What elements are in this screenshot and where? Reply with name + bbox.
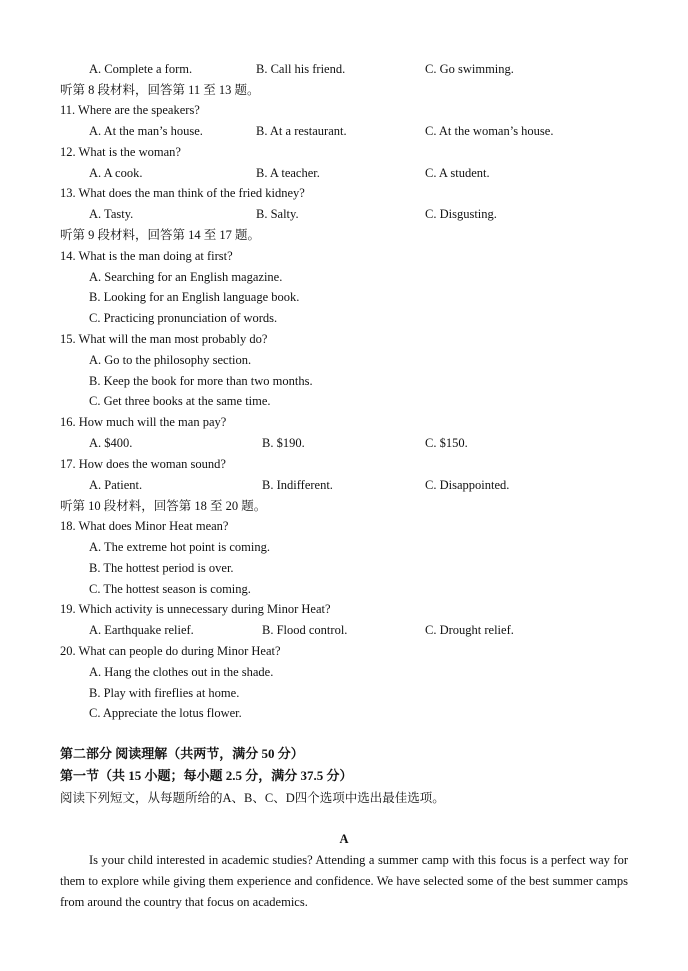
q18-option-b: B. The hottest period is over. bbox=[89, 561, 234, 575]
q15-option-b: B. Keep the book for more than two months. bbox=[89, 374, 313, 388]
q20-option-c: C. Appreciate the lotus flower. bbox=[89, 706, 242, 720]
question-16: 16. How much will the man pay? bbox=[60, 415, 227, 429]
q12-option-a: A. A cook. bbox=[89, 166, 143, 180]
passage-paragraph: Is your child interested in academic studies? Attending a summer camp with this focus is a perfect way for them to explore while giving them experience and confidence. We have selected some of the best summer camps from around the country that focus on academics. bbox=[60, 853, 628, 909]
q20-option-b: B. Play with fireflies at home. bbox=[89, 686, 240, 700]
q16-option-a: A. $400. bbox=[89, 436, 133, 450]
question-17: 17. How does the woman sound? bbox=[60, 457, 226, 471]
question-20: 20. What can people do during Minor Heat? bbox=[60, 644, 281, 658]
question-15: 15. What will the man most probably do? bbox=[60, 332, 268, 346]
q11-option-c: C. At the woman’s house. bbox=[425, 124, 554, 138]
q10-option-b: B. Call his friend. bbox=[256, 62, 346, 76]
question-11: 11. Where are the speakers? bbox=[60, 103, 200, 117]
q18-option-a: A. The extreme hot point is coming. bbox=[89, 540, 270, 554]
section-10-instruction: 听第 10 段材料，回答第 18 至 20 题。 bbox=[60, 499, 267, 513]
question-14: 14. What is the man doing at first? bbox=[60, 249, 233, 263]
reading-instruction: 阅读下列短文，从每题所给的A、B、C、D四个选项中选出最佳选项。 bbox=[60, 791, 445, 805]
q15-option-a: A. Go to the philosophy section. bbox=[89, 353, 252, 367]
q12-option-c: C. A student. bbox=[425, 166, 490, 180]
q18-option-c: C. The hottest season is coming. bbox=[89, 582, 251, 596]
q13-option-c: C. Disgusting. bbox=[425, 207, 497, 221]
question-13: 13. What does the man think of the fried kidney? bbox=[60, 186, 305, 200]
q14-option-a: A. Searching for an English magazine. bbox=[89, 270, 283, 284]
q16-option-c: C. $150. bbox=[425, 436, 468, 450]
question-18: 18. What does Minor Heat mean? bbox=[60, 519, 229, 533]
q17-option-a: A. Patient. bbox=[89, 478, 143, 492]
q14-option-c: C. Practicing pronunciation of words. bbox=[89, 311, 278, 325]
question-12: 12. What is the woman? bbox=[60, 145, 181, 159]
q20-option-a: A. Hang the clothes out in the shade. bbox=[89, 665, 274, 679]
question-19: 19. Which activity is unnecessary during Minor Heat? bbox=[60, 602, 331, 616]
q15-option-c: C. Get three books at the same time. bbox=[89, 394, 271, 408]
section-1-title: 第一节（共 15 小题；每小题 2.5 分，满分 37.5 分） bbox=[60, 768, 353, 783]
q11-option-b: B. At a restaurant. bbox=[256, 124, 347, 138]
q14-option-b: B. Looking for an English language book. bbox=[89, 290, 300, 304]
q13-option-a: A. Tasty. bbox=[89, 207, 134, 221]
q11-option-a: A. At the man’s house. bbox=[89, 124, 203, 138]
section-9-instruction: 听第 9 段材料，回答第 14 至 17 题。 bbox=[60, 228, 261, 242]
q17-option-b: B. Indifferent. bbox=[262, 478, 333, 492]
q16-option-b: B. $190. bbox=[262, 436, 305, 450]
q13-option-b: B. Salty. bbox=[256, 207, 299, 221]
part-2-title: 第二部分 阅读理解（共两节，满分 50 分） bbox=[60, 746, 304, 761]
q12-option-b: B. A teacher. bbox=[256, 166, 320, 180]
q19-option-a: A. Earthquake relief. bbox=[89, 623, 194, 637]
q10-option-c: C. Go swimming. bbox=[425, 62, 514, 76]
q19-option-b: B. Flood control. bbox=[262, 623, 348, 637]
section-8-instruction: 听第 8 段材料，回答第 11 至 13 题。 bbox=[60, 83, 260, 97]
q10-option-a: A. Complete a form. bbox=[89, 62, 193, 76]
q19-option-c: C. Drought relief. bbox=[425, 623, 514, 637]
passage-label: A bbox=[339, 832, 349, 846]
q17-option-c: C. Disappointed. bbox=[425, 478, 510, 492]
